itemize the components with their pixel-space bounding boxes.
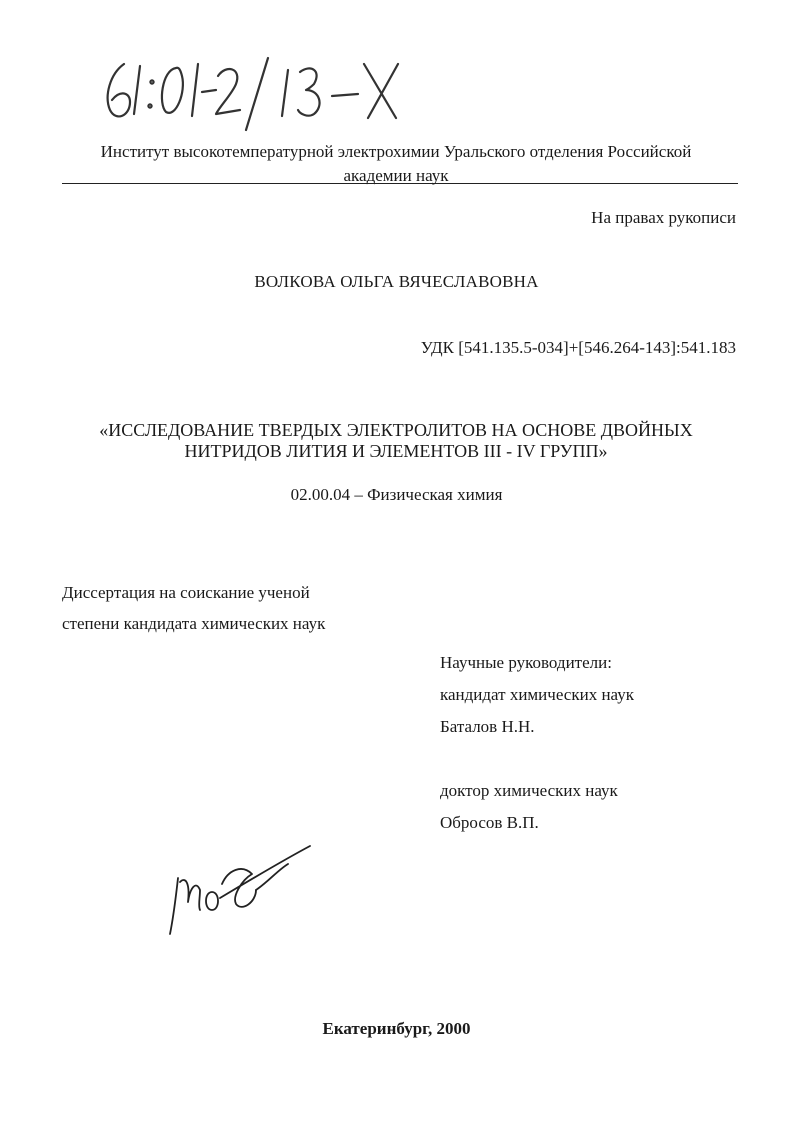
- rights-note: На правах рукописи: [591, 208, 736, 227]
- archive-number-handwritten: [96, 52, 476, 132]
- supervisors-spacer: [440, 743, 634, 775]
- supervisor-2-degree: доктор химических наук: [440, 781, 618, 800]
- institute-line-2: академии наук: [343, 166, 449, 185]
- institute-name: [60, 140, 732, 188]
- supervisors-block: [440, 647, 634, 839]
- author-name: ВОЛКОВА ОЛЬГА ВЯЧЕСЛАВОВНА: [254, 272, 539, 291]
- supervisor-2-name: Обросов В.П.: [440, 813, 539, 832]
- dissertation-line-1: Диссертация на соискание ученой: [62, 583, 310, 602]
- archive-number-drawing: [96, 52, 476, 132]
- udc-code: УДК [541.135.5-034]+[546.264-143]:541.183: [420, 338, 736, 357]
- supervisor-1-degree: кандидат химических наук: [440, 685, 634, 704]
- title-line-1: «ИССЛЕДОВАНИЕ ТВЕРДЫХ ЭЛЕКТРОЛИТОВ НА ОСНОВЕ ДВОЙНЫХ: [99, 420, 693, 440]
- signature-drawing: [160, 840, 320, 940]
- dissertation-title: [70, 420, 722, 462]
- supervisors-heading: Научные руководители:: [440, 653, 612, 672]
- title-line-2: НИТРИДОВ ЛИТИЯ И ЭЛЕМЕНТОВ III - IV ГРУПП»: [184, 441, 608, 461]
- institute-line-1: Институт высокотемпературной электрохимии Уральского отделения Российской: [100, 142, 692, 161]
- city-year: Екатеринбург, 2000: [322, 1019, 471, 1038]
- dissertation-line-2: степени кандидата химических наук: [62, 614, 326, 633]
- author-signature: [160, 840, 320, 940]
- supervisor-1-name: Баталов Н.Н.: [440, 717, 535, 736]
- specialty-code: 02.00.04 – Физическая химия: [290, 485, 503, 504]
- header-divider: [62, 183, 738, 184]
